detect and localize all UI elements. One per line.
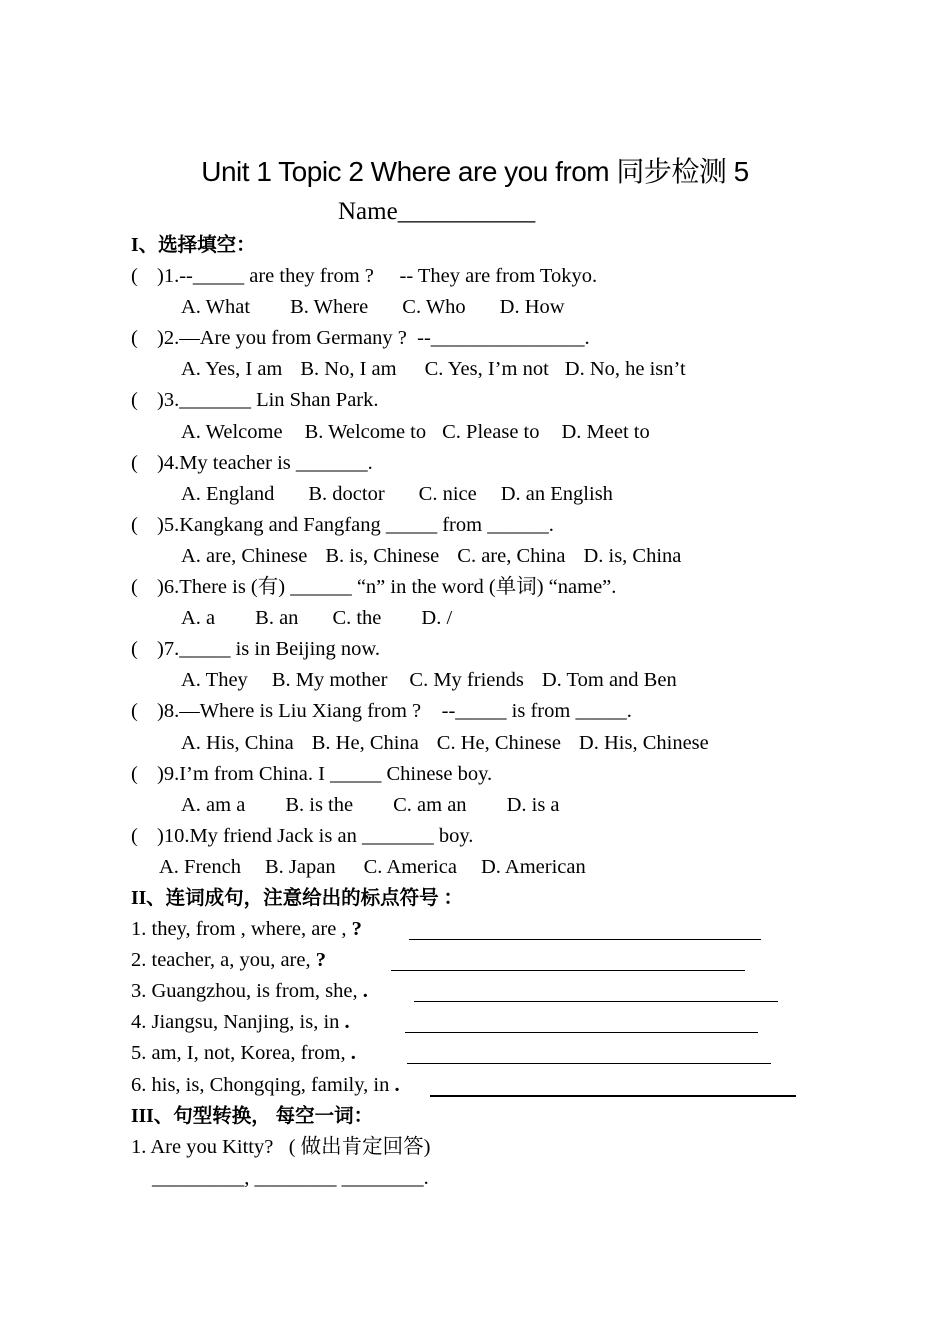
punctuation-mark: ? [351, 918, 362, 941]
question-5 [131, 510, 831, 541]
page-title: Unit 1 Topic 2 Where are you from 同步检测 5 [201, 156, 749, 187]
question-text: )1.--_____ are they from ? -- They are from Tokyo. [157, 265, 598, 288]
option-c[interactable]: C. nice [418, 482, 477, 505]
question-text: )8.—Where is Liu Xiang from ? --_____ is from _____. [157, 700, 632, 723]
question-8-options [131, 728, 831, 759]
option-c[interactable]: C. the [332, 607, 382, 630]
option-b[interactable]: B. Japan [264, 855, 336, 878]
option-c[interactable]: C. America [363, 855, 457, 878]
word-list: 1. they, from , where, are , [131, 918, 352, 941]
option-c[interactable]: C. Please to [442, 420, 540, 443]
sentence-item-4 [131, 1007, 831, 1038]
punctuation-mark: . [362, 980, 368, 1003]
option-d[interactable]: D. is a [506, 793, 560, 816]
answer-blanks[interactable]: _________, ________ ________. [152, 1166, 429, 1189]
option-d[interactable]: D. / [421, 607, 453, 630]
option-a[interactable]: A. are, Chinese [181, 544, 308, 567]
question-8 [131, 696, 831, 727]
question-9-options [131, 790, 831, 821]
punctuation-mark: . [344, 1011, 350, 1034]
transform-item-1: 1. Are you Kitty? ( 做出肯定回答) [131, 1135, 431, 1158]
question-text: )3._______ Lin Shan Park. [157, 389, 379, 412]
answer-blank[interactable] [407, 1041, 771, 1064]
answer-blank[interactable] [414, 979, 778, 1002]
answer-blank[interactable] [430, 1073, 796, 1097]
punctuation-mark: ? [315, 949, 326, 972]
option-a[interactable]: A. Yes, I am [181, 358, 283, 381]
option-a[interactable]: A. What [181, 296, 251, 319]
question-7 [131, 634, 831, 665]
sentence-item-3 [131, 976, 831, 1007]
option-d[interactable]: D. No, he isn’t [564, 358, 686, 381]
word-list: 5. am, I, not, Korea, from, [131, 1042, 351, 1065]
option-a[interactable]: A. His, China [181, 731, 294, 754]
punctuation-mark: . [394, 1073, 400, 1096]
question-3 [131, 385, 831, 416]
name-field-label: Name___________ [338, 198, 536, 225]
sentence-item-2 [131, 945, 831, 976]
question-4 [131, 448, 831, 479]
question-text: )6.There is (有) ______ “n” in the word (单词) “name”. [157, 576, 617, 599]
option-d[interactable]: D. Meet to [561, 420, 650, 443]
sentence-transform-list [131, 1132, 831, 1194]
question-text: )7._____ is in Beijing now. [157, 638, 381, 661]
answer-bracket[interactable]: ( [131, 576, 138, 599]
option-d[interactable]: D. How [499, 296, 565, 319]
answer-bracket[interactable]: ( [131, 265, 138, 288]
option-b[interactable]: B. No, I am [300, 358, 397, 381]
option-b[interactable]: B. My mother [271, 669, 388, 692]
answer-bracket[interactable]: ( [131, 327, 138, 350]
option-d[interactable]: D. American [480, 855, 586, 878]
option-d[interactable]: D. His, Chinese [578, 731, 709, 754]
section-3-heading: III、句型转换， 每空一词： [131, 1105, 374, 1127]
question-2-options [131, 354, 831, 385]
sentence-item-1 [131, 914, 831, 945]
answer-bracket[interactable]: ( [131, 513, 138, 536]
word-list: 2. teacher, a, you, are, [131, 949, 316, 972]
sentence-building-list [131, 914, 831, 1101]
question-9 [131, 759, 831, 790]
option-a[interactable]: A. French [159, 855, 241, 878]
option-c[interactable]: C. He, Chinese [436, 731, 561, 754]
question-1 [131, 261, 831, 292]
question-text: )2.—Are you from Germany ? --_______________. [157, 327, 590, 350]
question-10 [131, 821, 831, 852]
word-list: 3. Guangzhou, is from, she, [131, 980, 363, 1003]
option-c[interactable]: C. Who [402, 296, 466, 319]
worksheet-content [131, 230, 831, 1194]
question-7-options [131, 665, 831, 696]
option-c[interactable]: C. are, China [457, 544, 566, 567]
option-b[interactable]: B. is, Chinese [325, 544, 440, 567]
answer-bracket[interactable]: ( [131, 451, 138, 474]
multiple-choice-list [131, 261, 831, 883]
section-1-heading: I、选择填空： [131, 235, 256, 256]
option-b[interactable]: B. an [255, 607, 299, 630]
answer-bracket[interactable]: ( [131, 700, 138, 723]
option-a[interactable]: A. am a [181, 793, 246, 816]
sentence-item-5 [131, 1038, 831, 1069]
option-b[interactable]: B. Welcome to [304, 420, 427, 443]
answer-bracket[interactable]: ( [131, 824, 138, 847]
sentence-item-6 [131, 1070, 831, 1101]
option-a[interactable]: A. They [181, 669, 248, 692]
option-a[interactable]: A. Welcome [181, 420, 283, 443]
option-d[interactable]: D. is, China [583, 544, 682, 567]
question-2 [131, 323, 831, 354]
question-10-options [131, 852, 831, 883]
question-3-options [131, 417, 831, 448]
question-text: )10.My friend Jack is an _______ boy. [157, 824, 474, 847]
option-b[interactable]: B. Where [290, 296, 369, 319]
answer-bracket[interactable]: ( [131, 389, 138, 412]
option-a[interactable]: A. a [181, 607, 216, 630]
answer-blank[interactable] [405, 1010, 758, 1033]
option-b[interactable]: B. is the [285, 793, 354, 816]
question-5-options [131, 541, 831, 572]
option-b[interactable]: B. He, China [311, 731, 419, 754]
punctuation-mark: . [350, 1042, 356, 1065]
option-c[interactable]: C. My friends [409, 669, 524, 692]
option-b[interactable]: B. doctor [308, 482, 385, 505]
question-text: )9.I’m from China. I _____ Chinese boy. [157, 762, 493, 785]
word-list: 6. his, is, Chongqing, family, in [131, 1073, 395, 1096]
question-6-options [131, 603, 831, 634]
question-text: )4.My teacher is _______. [157, 451, 373, 474]
answer-bracket[interactable]: ( [131, 638, 138, 661]
answer-bracket[interactable]: ( [131, 762, 138, 785]
question-text: )5.Kangkang and Fangfang _____ from ______. [157, 513, 554, 536]
option-d[interactable]: D. Tom and Ben [541, 669, 677, 692]
word-list: 4. Jiangsu, Nanjing, is, in [131, 1011, 345, 1034]
question-4-options [131, 479, 831, 510]
answer-blank[interactable] [409, 917, 761, 940]
option-d[interactable]: D. an English [500, 482, 613, 505]
question-6 [131, 572, 831, 603]
option-c[interactable]: C. Yes, I’m not [424, 358, 549, 381]
answer-blank[interactable] [391, 948, 745, 971]
option-c[interactable]: C. am an [393, 793, 467, 816]
option-a[interactable]: A. England [181, 482, 275, 505]
section-2-heading: II、连词成句，注意给出的标点符号 ： [131, 887, 464, 909]
question-1-options [131, 292, 831, 323]
